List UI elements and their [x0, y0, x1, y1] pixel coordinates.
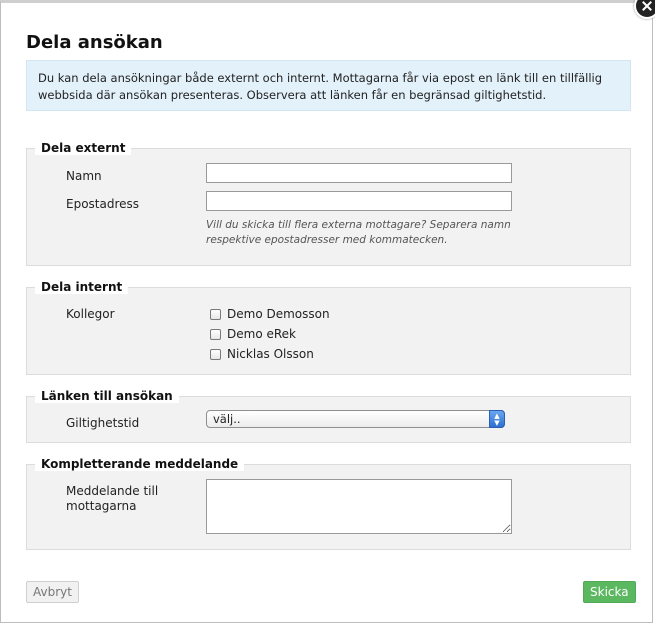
link-legend: Länken till ansökan — [35, 389, 179, 403]
cancel-button[interactable]: Avbryt — [26, 581, 79, 603]
checkbox[interactable] — [210, 309, 221, 320]
checkbox[interactable] — [210, 349, 221, 360]
info-box: Du kan dela ansökningar både externt och internt. Mottagarna får via epost en länk till en tillfällig webbsida där ansökan presenteras. Observera att länken får en begränsad giltighetstid. — [26, 60, 631, 111]
select-updown-icon[interactable]: ▲ ▼ — [489, 410, 505, 428]
colleague-name: Demo eRek — [227, 327, 296, 341]
colleague-name: Demo Demosson — [227, 307, 330, 321]
message-legend: Kompletterande meddelande — [35, 457, 244, 471]
colleague-option[interactable] — [210, 306, 330, 322]
message-label: Meddelande till mottagarna — [66, 484, 159, 513]
colleague-option[interactable] — [210, 326, 296, 342]
share-external-legend: Dela externt — [35, 141, 131, 155]
colleague-name: Nicklas Olsson — [227, 347, 314, 361]
email-input[interactable] — [206, 191, 512, 211]
checkbox[interactable] — [210, 329, 221, 340]
email-label: Epostadress — [66, 197, 140, 211]
share-internal-section — [26, 280, 631, 375]
colleague-option[interactable] — [210, 346, 314, 362]
validity-select[interactable] — [206, 410, 505, 428]
validity-selected-value: välj.. — [213, 412, 241, 426]
name-input[interactable] — [206, 163, 512, 183]
name-label: Namn — [66, 169, 102, 183]
external-hint: Vill du skicka till flera externa mottagare? Separera namn respektive epostadresser med kommatecken. — [206, 219, 511, 246]
send-button[interactable]: Skicka — [583, 581, 636, 603]
close-icon[interactable] — [634, 0, 655, 19]
colleagues-label: Kollegor — [66, 307, 115, 321]
share-internal-legend: Dela internt — [35, 280, 128, 294]
dialog-title: Dela ansökan — [26, 32, 163, 53]
message-textarea[interactable] — [206, 479, 512, 534]
validity-label: Giltighetstid — [66, 416, 140, 430]
